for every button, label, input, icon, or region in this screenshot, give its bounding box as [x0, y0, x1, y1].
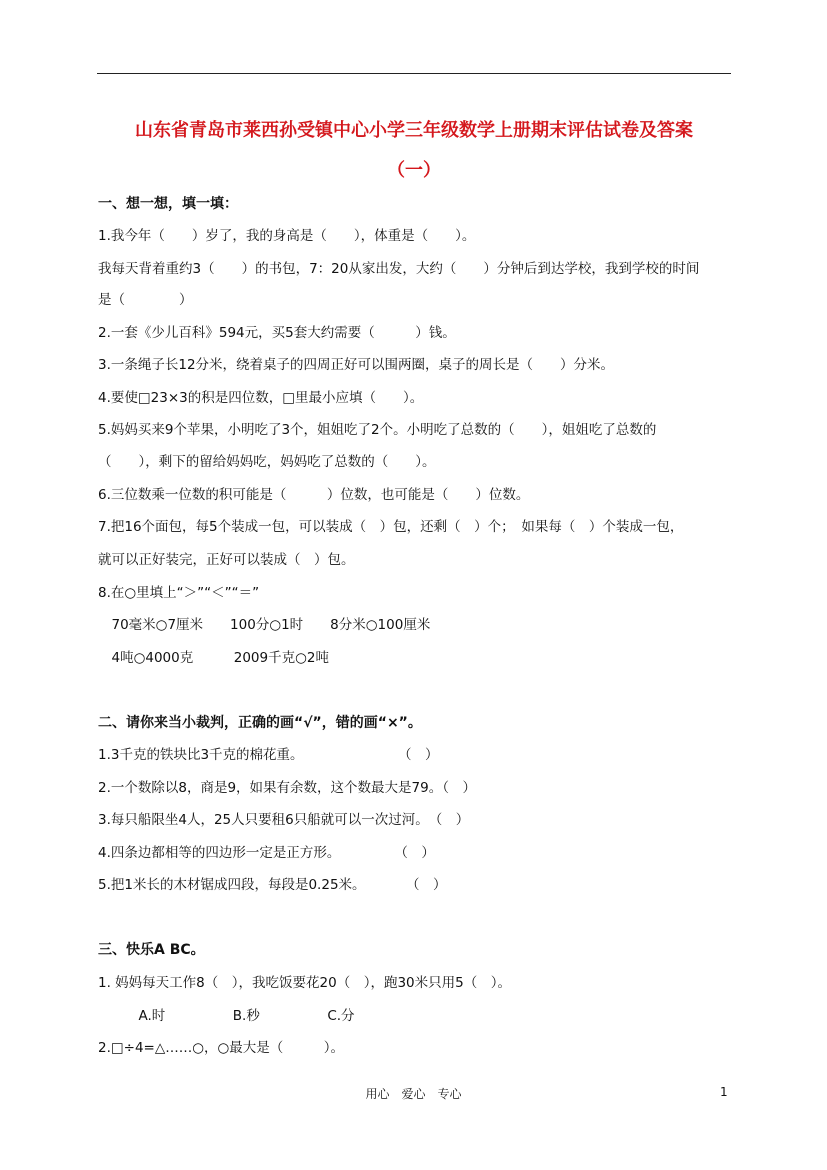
question-line: 2.一套《少儿百科》594元，买5套大约需要（ ）钱。	[98, 325, 456, 341]
question-line: 5.把1米长的木材锯成四段，每段是0.25米。 （ ）	[98, 877, 447, 893]
question-line: 1. 妈妈每天工作8（ ），我吃饭要花20（ ），跑30米只用5（ ）。	[98, 975, 511, 991]
question-line: 3.一条绳子长12分米，绕着桌子的四周正好可以围两圈，桌子的周长是（ ）分米。	[98, 357, 615, 373]
document-title: 山东省青岛市莱西孙受镇中心小学三年级数学上册期末评估试卷及答案	[135, 120, 693, 141]
question-line: 8.在○里填上“＞”“＜”“＝”	[98, 585, 260, 601]
section-heading-2: 二、请你来当小裁判，正确的画“√”，错的画“×”。	[98, 715, 422, 731]
question-line: 1.我今年（ ）岁了，我的身高是（ ），体重是（ ）。	[98, 228, 476, 244]
question-line: 4.要使□23×3的积是四位数，□里最小应填（ ）。	[98, 390, 424, 406]
question-line: 5.妈妈买来9个苹果，小明吃了3个，姐姐吃了2个。小明吃了总数的（ ），姐姐吃了总数的	[98, 422, 657, 438]
question-line: 3.每只船限坐4人，25人只要租6只船就可以一次过河。 （ ）	[98, 812, 470, 828]
question-line: 4吨○4000克 2009千克○2吨	[98, 650, 329, 666]
question-line: 4.四条边都相等的四边形一定是正方形。 （ ）	[98, 845, 435, 861]
question-line: 1.3千克的铁块比3千克的棉花重。 （ ）	[98, 747, 439, 763]
question-line: 2.□÷4=△……○，○最大是（ ）。	[98, 1040, 345, 1056]
section-heading-1: 一、想一想，填一填：	[98, 196, 238, 212]
question-line: 是（ ）	[98, 292, 193, 308]
document-subtitle: （一）	[387, 160, 441, 181]
section-heading-3: 三、快乐A BC。	[98, 942, 205, 958]
question-line: A.时 B.秒 C.分	[98, 1008, 355, 1024]
page-footer: 用心 爱心 专心	[365, 1087, 462, 1101]
question-line: 2.一个数除以8，商是9，如果有余数，这个数最大是79。（ ）	[98, 780, 476, 796]
question-line: （ ），剩下的留给妈妈吃，妈妈吃了总数的（ ）。	[98, 454, 436, 470]
question-line: 70毫米○7厘米 100分○1时 8分米○100厘米	[98, 617, 431, 633]
header-rule	[97, 73, 731, 74]
page-number: 1	[720, 1085, 728, 1099]
question-line: 7.把16个面包，每5个装成一包，可以装成（ ）包，还剩（ ）个； 如果每（ ）个装成一包，	[98, 519, 684, 535]
question-line: 6.三位数乘一位数的积可能是（ ）位数，也可能是（ ）位数。	[98, 487, 530, 503]
question-line: 我每天背着重约3（ ）的书包，7：20从家出发，大约（ ）分钟后到达学校，我到学校的时间	[98, 261, 700, 277]
question-line: 就可以正好装完，正好可以装成（ ）包。	[98, 552, 355, 568]
